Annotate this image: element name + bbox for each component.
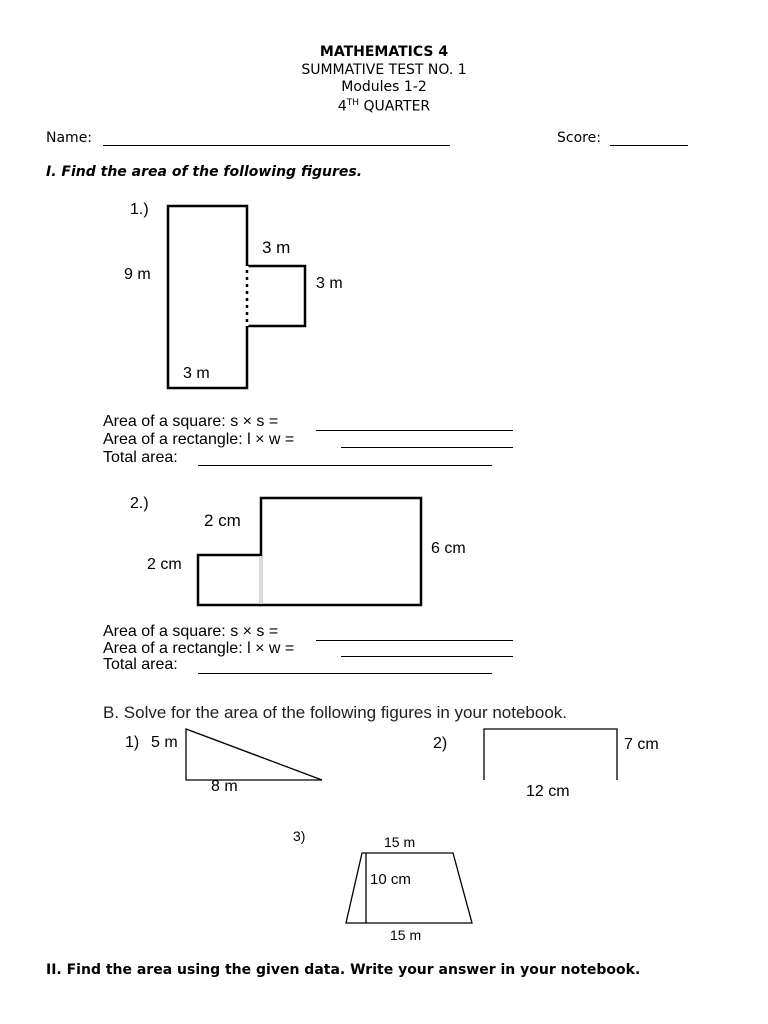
- t1-base-label: 8 m: [211, 778, 238, 795]
- part2-instruction: II. Find the area using the given data. Write your answer in your notebook.: [46, 962, 641, 978]
- t2-height-label: 7 cm: [624, 736, 659, 753]
- t3-height-label: 10 cm: [370, 871, 411, 888]
- t3-number: 3): [293, 828, 306, 844]
- t2-base-label: 12 cm: [526, 783, 570, 800]
- fig1-bottom-label: 3 m: [183, 365, 210, 382]
- subject-title: MATHEMATICS 4: [319, 44, 449, 60]
- t2-number: 2): [433, 735, 448, 752]
- fig1-formula-rect: Area of a rectangle: l × w =: [103, 431, 295, 448]
- fig1-square-top-label: 3 m: [262, 238, 291, 257]
- fig1-total-label: Total area:: [103, 449, 178, 466]
- fig2-number: 2.): [130, 495, 149, 512]
- quarter-word: QUARTER: [359, 98, 431, 115]
- fig1-number: 1.): [130, 201, 149, 218]
- t1-height-label: 5 m: [151, 734, 178, 751]
- fig2-total-label: Total area:: [103, 656, 178, 673]
- test-title: SUMMATIVE TEST NO. 1: [301, 62, 467, 78]
- score-label: Score:: [557, 130, 601, 146]
- fig1-square-side-label: 3 m: [316, 275, 343, 292]
- fig2-square-side-label: 2 cm: [147, 556, 182, 573]
- fig1-formula-square: Area of a square: s × s =: [103, 413, 279, 430]
- quarter-suffix: TH: [346, 98, 360, 108]
- fig2-formula-rect: Area of a rectangle: l × w =: [103, 640, 295, 657]
- fig2-rect-side-label: 6 cm: [431, 540, 466, 557]
- partB-instruction: B. Solve for the area of the following figures in your notebook.: [103, 703, 567, 722]
- modules-title: Modules 1-2: [341, 79, 427, 95]
- fig2-formula-square: Area of a square: s × s =: [103, 623, 279, 640]
- t3-bottom-label: 15 m: [390, 927, 422, 943]
- t3-top-label: 15 m: [384, 834, 416, 850]
- fig1-height-label: 9 m: [124, 266, 151, 283]
- quarter-number: 4: [337, 98, 347, 115]
- t1-number: 1): [125, 734, 140, 751]
- part1-instruction: I. Find the area of the following figures.: [46, 164, 363, 180]
- name-label: Name:: [46, 130, 93, 146]
- fig2-square-top-label: 2 cm: [204, 511, 241, 530]
